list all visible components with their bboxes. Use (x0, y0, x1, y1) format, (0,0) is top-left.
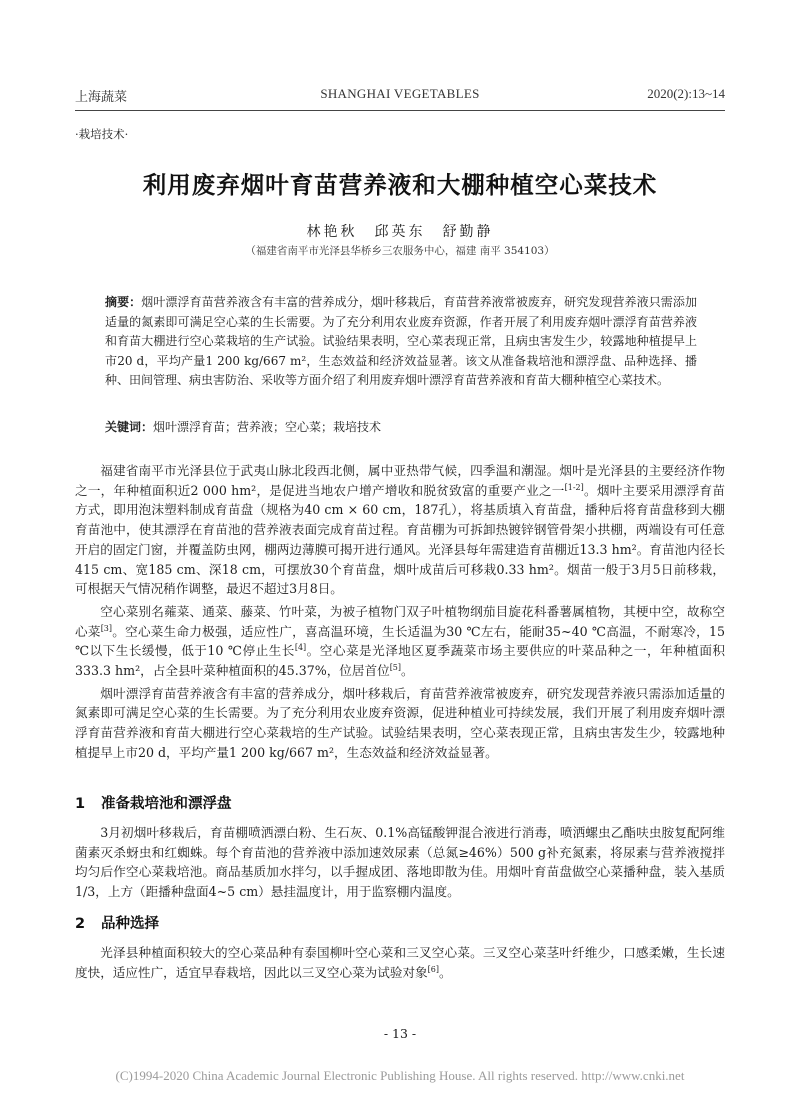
intro-paragraph-2: 空心菜别名蕹菜、通菜、藤菜、竹叶菜，为被子植物门双子叶植物纲茄目旋花科番薯属植物，其梗中空，故称空心菜[3]。空心菜生命力极强，适应性广，喜高温环境，生长适温为30 ℃左右，能耐35~40 ℃高温，不耐寒冷，15 ℃以下生长缓慢，低于10 ℃停止生长[4]。空心菜是光泽地区夏季蔬菜市场主要供应的叶菜品种之一，年种植面积333.3 hm²，占全县叶菜种植面积的45.37%，位居首位[5]。 (75, 603, 725, 679)
section-2-title: 品种选择 (101, 916, 159, 932)
section-2-paragraph: 光泽县种植面积较大的空心菜品种有泰国柳叶空心菜和三叉空心菜。三叉空心菜茎叶纤维少，口感柔嫩，生长速度快，适应性广，适宜早春栽培，因此以三叉空心菜为试验对象[6]。 (75, 945, 725, 980)
section-1-paragraph: 3月初烟叶移栽后，育苗棚喷洒漂白粉、生石灰、0.1%高锰酸钾混合液进行消毒，喷洒螺虫乙酯呋虫胺复配阿维菌素灭杀蚜虫和红蜘蛛。每个育苗池的营养液中添加速效尿素（总氮≥46%）500 g补充氮素，将尿素与营养液搅拌均匀后作空心菜栽培池。商品基质加水拌匀，以手握成团、落地即散为佳。用烟叶育苗盘做空心菜播种盘，装入基质1/3，上方（距播种盘面4~5 cm）悬挂温度计，用于监察棚内温度。 (75, 825, 725, 900)
section-1-number: 1 (75, 796, 86, 812)
keywords (105, 418, 697, 438)
section-1-body (75, 823, 725, 902)
keywords-text: 烟叶漂浮育苗；营养液；空心菜；栽培技术 (153, 420, 382, 434)
intro-paragraph-3: 烟叶漂浮育苗营养液含有丰富的营养成分，烟叶移栽后，育苗营养液常被废弃，研究发现营养液只需添加适量的氮素即可满足空心菜的生长需要。为了充分利用农业废弃资源，促进种植业可持续发展，我们开展了利用废弃烟叶漂浮育苗营养液和育苗大棚进行空心菜栽培的生产试验。试验结果表明，空心菜表现正常，且病虫害发生少，较露地种植提早上市20 d，平均产量1 200 kg/667 m²，生态效益和经济效益显著。 (75, 685, 725, 760)
section-2-heading (75, 912, 159, 933)
section-tag: ·栽培技术· (75, 127, 129, 141)
section-2-number: 2 (75, 916, 86, 932)
abstract (105, 293, 697, 391)
abstract-text: 烟叶漂浮育苗营养液含有丰富的营养成分，烟叶移栽后，育苗营养液常被废弃，研究发现营养液只需添加适量的氮素即可满足空心菜的生长需要。为了充分利用农业废弃资源，作者开展了利用废弃烟叶漂浮育苗营养液和育苗大棚进行空心菜栽培的生产试验。试验结果表明，空心菜表现正常，且病虫害发生少，较露地种植提早上市20 d，平均产量1 200 kg/667 m²，生态效益和经济效益显著。该文从准备栽培池和漂浮盘、品种选择、播种、田间管理、病虫害防治、采收等方面介绍了利用废弃烟叶漂浮育苗营养液和育苗大棚种植空心菜技术。 (105, 295, 697, 388)
citation: [5] (389, 663, 402, 673)
abstract-label: 摘要： (105, 295, 142, 309)
intro-paragraph-1: 福建省南平市光泽县位于武夷山脉北段西北侧，属中亚热带气候，四季温和潮湿。烟叶是光泽县的主要经济作物之一，年种植面积近2 000 hm²，是促进当地农户增产增收和脱贫致富的重要产业之一[1-2]。烟叶主要采用漂浮育苗方式，即用泡沫塑料制成育苗盘（规格为40 cm × 60 cm，187孔），将基质填入育苗盘，播种后将育苗盘移到大棚育苗池中，使其漂浮在育苗池的营养液表面完成育苗过程。育苗棚为可拆卸热镀锌钢管骨架小拱棚，两端设有可任意开启的固定门窗，并覆盖防虫网，棚两边薄膜可揭开进行通风。光泽县每年需建造育苗棚近13.3 hm²。育苗池内径长415 cm、宽185 cm、深18 cm，可摆放30个育苗盘，烟叶成苗后可移栽0.33 hm²。烟苗一般于3月5日前移栽，可根据天气情况稍作调整，最迟不超过3月8日。 (75, 463, 725, 597)
citation: [1-2] (564, 482, 584, 492)
running-header (75, 86, 725, 108)
affiliation: （福建省南平市光泽县华桥乡三农服务中心，福建 南平 354103） (245, 245, 555, 257)
section-1-heading (75, 792, 232, 813)
article-title: 利用废弃烟叶育苗营养液和大棚种植空心菜技术 (142, 171, 658, 199)
journal-name-en: SHANGHAI VEGETABLES (320, 86, 480, 101)
journal-name: 上海蔬菜 (75, 90, 128, 105)
authors: 林艳秋 邱英东 舒勤静 (306, 224, 494, 240)
header-rule (75, 110, 725, 111)
citation: [3] (100, 623, 113, 633)
page-number: - 13 - (383, 1026, 417, 1041)
citation: [4] (294, 643, 307, 653)
copyright-footer: (C)1994-2020 China Academic Journal Electronic Publishing House. All rights reserved. http://www.cnki.net (115, 1068, 685, 1083)
issue-pages: 2020(2):13~14 (647, 86, 725, 101)
section-2-body (75, 943, 725, 982)
keywords-label: 关键词： (105, 420, 154, 434)
intro-body (75, 461, 725, 763)
section-1-title: 准备栽培池和漂浮盘 (101, 796, 232, 812)
citation: [6] (427, 964, 439, 974)
